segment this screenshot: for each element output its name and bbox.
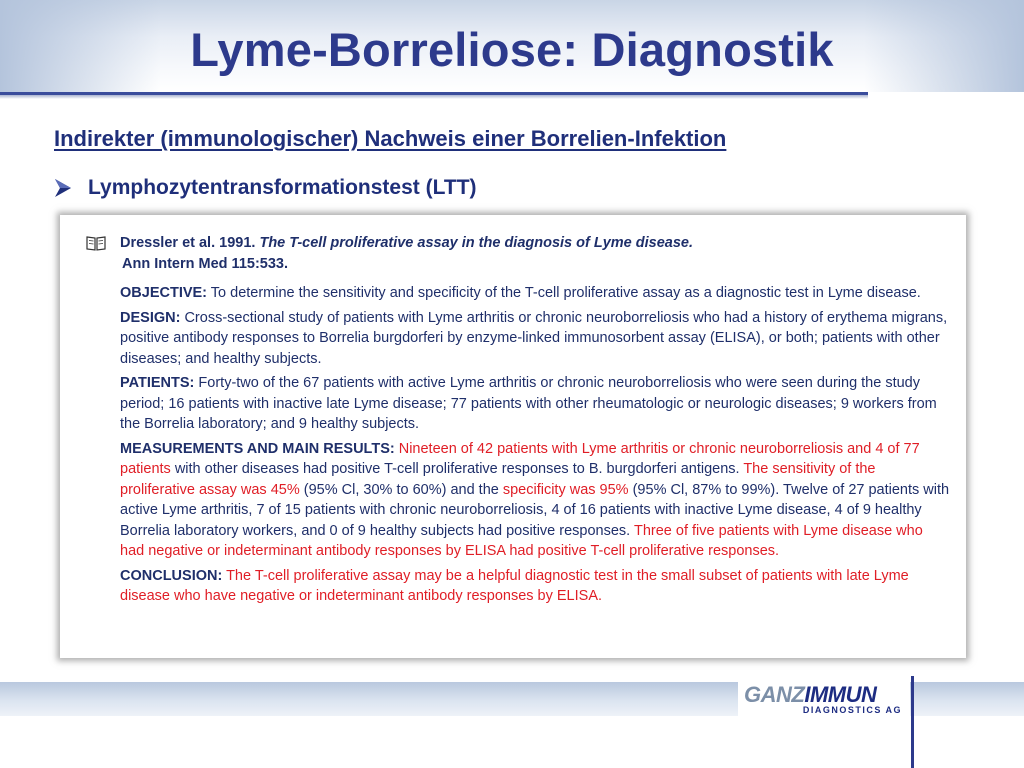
patients-paragraph bbox=[120, 373, 950, 435]
design-label: DESIGN: bbox=[120, 309, 181, 326]
logo-tagline: DIAGNOSTICS AG bbox=[802, 705, 902, 715]
slide-title: Lyme-Borreliose: Diagnostik bbox=[190, 23, 834, 76]
logo-divider-line bbox=[911, 676, 914, 768]
logo-ganz: GANZ bbox=[744, 682, 805, 707]
abstract-card bbox=[60, 215, 966, 658]
patients-text: Forty-two of the 67 patients with active Lyme arthritis or chronic neuroborreliosis who were seen during the study period; 16 patients with inactive late Lyme disease; 77 patients with other rheumatologic or neurologic diseases; 9 workers from the Borrelia laboratory; and 9 healthy subjects. bbox=[120, 375, 937, 432]
title-divider-shadow bbox=[0, 95, 868, 99]
citation-authors: Dressler et al. 1991. bbox=[120, 235, 256, 251]
conclusion-text: The T-cell proliferative assay may be a helpful diagnostic test in the small subset of patients with late Lyme disease who have negative or indeterminant antibody responses by ELISA. bbox=[120, 567, 909, 604]
results-highlight-1: Nineteen of 42 patients with Lyme arthritis or chronic neuroborreliosis and 4 of 77 patients bbox=[120, 440, 920, 477]
section-heading: Indirekter (immunologischer) Nachweis einer Borrelien-Infektion bbox=[54, 126, 727, 151]
results-paragraph bbox=[120, 439, 950, 562]
design-text: Cross-sectional study of patients with Lyme arthritis or chronic neuroborreliosis who had a history of erythema migrans, positive antibody responses to Borrelia burgdorferi by enzyme-linked immunosorbent assay (ELISA), or both; patients with other diseases; and healthy subjects. bbox=[120, 309, 948, 367]
abstract-body bbox=[120, 283, 950, 611]
bullet-text: Lymphozytentransformationstest (LTT) bbox=[88, 176, 477, 199]
results-text-1: with other diseases had positive T-cell proliferative responses to B. burgdorferi antigens. bbox=[170, 461, 744, 477]
results-highlight-4: Three of five patients with Lyme disease who had negative or indeterminant antibody responses by ELISA had positive T-cell proliferative responses. bbox=[120, 522, 923, 559]
bullet-item bbox=[54, 175, 477, 201]
objective-label: OBJECTIVE: bbox=[120, 285, 208, 301]
conclusion-label: CONCLUSION: bbox=[120, 567, 223, 584]
results-highlight-3: specificity was 95% bbox=[502, 481, 629, 498]
conclusion-paragraph bbox=[120, 566, 950, 607]
results-text-2: (95% Cl, 30% to 60%) and the bbox=[299, 481, 503, 498]
open-book-icon bbox=[86, 235, 106, 251]
citation-title: The T-cell proliferative assay in the diagnosis of Lyme disease. bbox=[259, 235, 694, 251]
results-highlight-2: The sensitivity of the proliferative assay was 45% bbox=[120, 461, 876, 498]
objective-paragraph bbox=[120, 283, 950, 304]
arrow-bullet-icon bbox=[54, 178, 72, 198]
results-label: MEASUREMENTS AND MAIN RESULTS: bbox=[120, 440, 395, 457]
company-logo bbox=[738, 680, 910, 718]
design-paragraph bbox=[120, 308, 950, 370]
results-text-3: (95% Cl, 87% to 99%). Twelve of 27 patients with active Lyme arthritis, 7 of 15 patients with chronic neuroborreliosis, 4 of 16 patients with inactive Lyme disease, 4 of 9 healthy Borrelia laboratory workers, and 0 of 9 healthy subjects had positive responses. bbox=[120, 481, 950, 539]
logo-immun: IMMUN bbox=[804, 682, 877, 707]
objective-text: To determine the sensitivity and specificity of the T-cell proliferative assay as a diagnostic test in Lyme disease. bbox=[207, 285, 921, 301]
citation-line-1 bbox=[120, 233, 693, 254]
patients-label: PATIENTS: bbox=[120, 375, 195, 391]
citation-journal: Ann Intern Med 115:533. bbox=[122, 256, 288, 272]
